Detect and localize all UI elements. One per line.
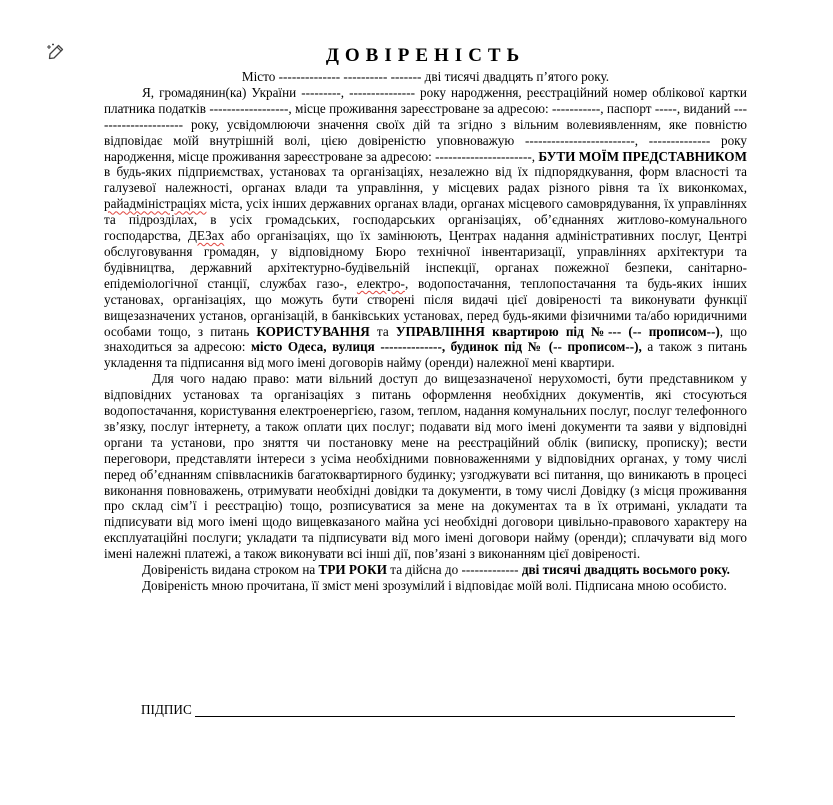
signature-line — [195, 716, 735, 717]
signature-label: ПІДПИС — [141, 702, 192, 717]
document-body — [104, 44, 747, 594]
spellcheck-word: ДЕЗах — [187, 228, 225, 244]
paragraph-confirmation: Довіреність мною прочитана, її зміст мені зрозумілий і відповідає моїй волі. Підписана мною особисто. — [142, 578, 727, 593]
paragraph-rights: Для чого надаю право: мати вільний доступ до вищезазначеної нерухомості, бути представником у відповідних установах та організаціях з питань оформлення необхідних документів, які стосуються водопостачання, користування електроенергією, газом, теплом, надання комунальних послуг, послуг телефонного зв’язку, послуг інтернету, а також оплати цих послуг; подавати від мого імені документи та заяви у відповідні органи та установи, про зняття чи постановку мене на реєстраційний облік (виписку, прописку); вести переговори, представляти інтереси з усіма необхідними повноваженнями у відповідних органах, у тому числі перед об’єднанням співвласників багатоквартирного будинку; узгоджувати всі питання, що виникають в процесі виконання повноважень, отримувати необхідні довідки та документи, в тому числі Довідку (з місця проживання про склад сім’ї і реєстрацію) тощо, розписуватися за мене на документах та в їх отримані, укладати та підписувати від мого імені щодо вищевказаного майна усі необхідні договори цивільно-правового характеру на експлуатаційні послуги; укладати та підписувати від мого імені договори найму (оренди); сплачувати від мого імені належні платежі, а також виконувати всі інші дії, пов’язані з виконанням цієї довіреності. — [104, 371, 747, 562]
city-date-line: Місто -------------- ---------- ------- дві тисячі двадцять п’ятого року. — [241, 69, 610, 84]
document-title: ДОВІРЕНІСТЬ — [325, 45, 526, 66]
paragraph-authorization: Я, громадянин(ка) України ---------, --------------- року народження, реєстраційний номер облікової картки платника податків ------------------, місце проживання зареєстроване за адресою: -----------, паспорт -----, виданий --------------------- року, усвідомлюючи значення своїх дій та згідно з вільним волевиявленням, яке повністю відповідає моїй внутрішній волі, цією довіреністю уповноважую -------------------------, -------------- року народження, місце проживання зареєстроване за адресою: ----------------------, БУТИ МОЇМ ПРЕДСТАВНИКОМ в будь-яких підприємствах, установах та організаціях, незалежно від їх підпорядкування, форм власності та галузевої належності, органах влади та управління, у місцевих радах різного рівня та їх виконкомах, райадміністраціях міста, усіх інших державних органах влади, органах місцевого самоврядування, їх управліннях та підрозділах, в усіх громадських, господарських організаціях, об’єднаннях житлово-комунального господарства, ДЕЗах або організаціях, що їх замінюють, Центрах надання адміністративних послуг, Центрі обслуговування громадян, у відповідному Бюро технічної інвентаризації, управліннях архітектури та будівництва, державний архітектурно-будівельній інспекції, органах пожежної безпеки, санітарно-епідеміологічної станції, службах газо-, електро-, водопостачання, теплопостачання та будь-яких інших установах, організаціях, що можуть бути створені після видачі цієї довіреності та виконувати функції вищезазначених установ, організацій, в банківських установах, перед будь-якими фізичними та/або юридичними особами тощо, з питань КОРИСТУВАННЯ та УПРАВЛІННЯ квартирою під №--- (-- прописом--), що знаходиться за адресою: місто Одеса, вулиця --------------, будинок під № (-- прописом--), а також з питань укладення та підписання від мого імені договорів найму (оренди) належної мені квартири. — [104, 84, 748, 371]
paragraph-term: Довіреність видана строком на ТРИ РОКИ та дійсна до ------------- дві тисячі двадцять восьмого року. — [142, 562, 730, 578]
spellcheck-word: електро- — [356, 275, 405, 291]
edit-cursor-icon[interactable] — [46, 42, 66, 62]
spellcheck-word: райадміністраціях — [104, 196, 207, 212]
